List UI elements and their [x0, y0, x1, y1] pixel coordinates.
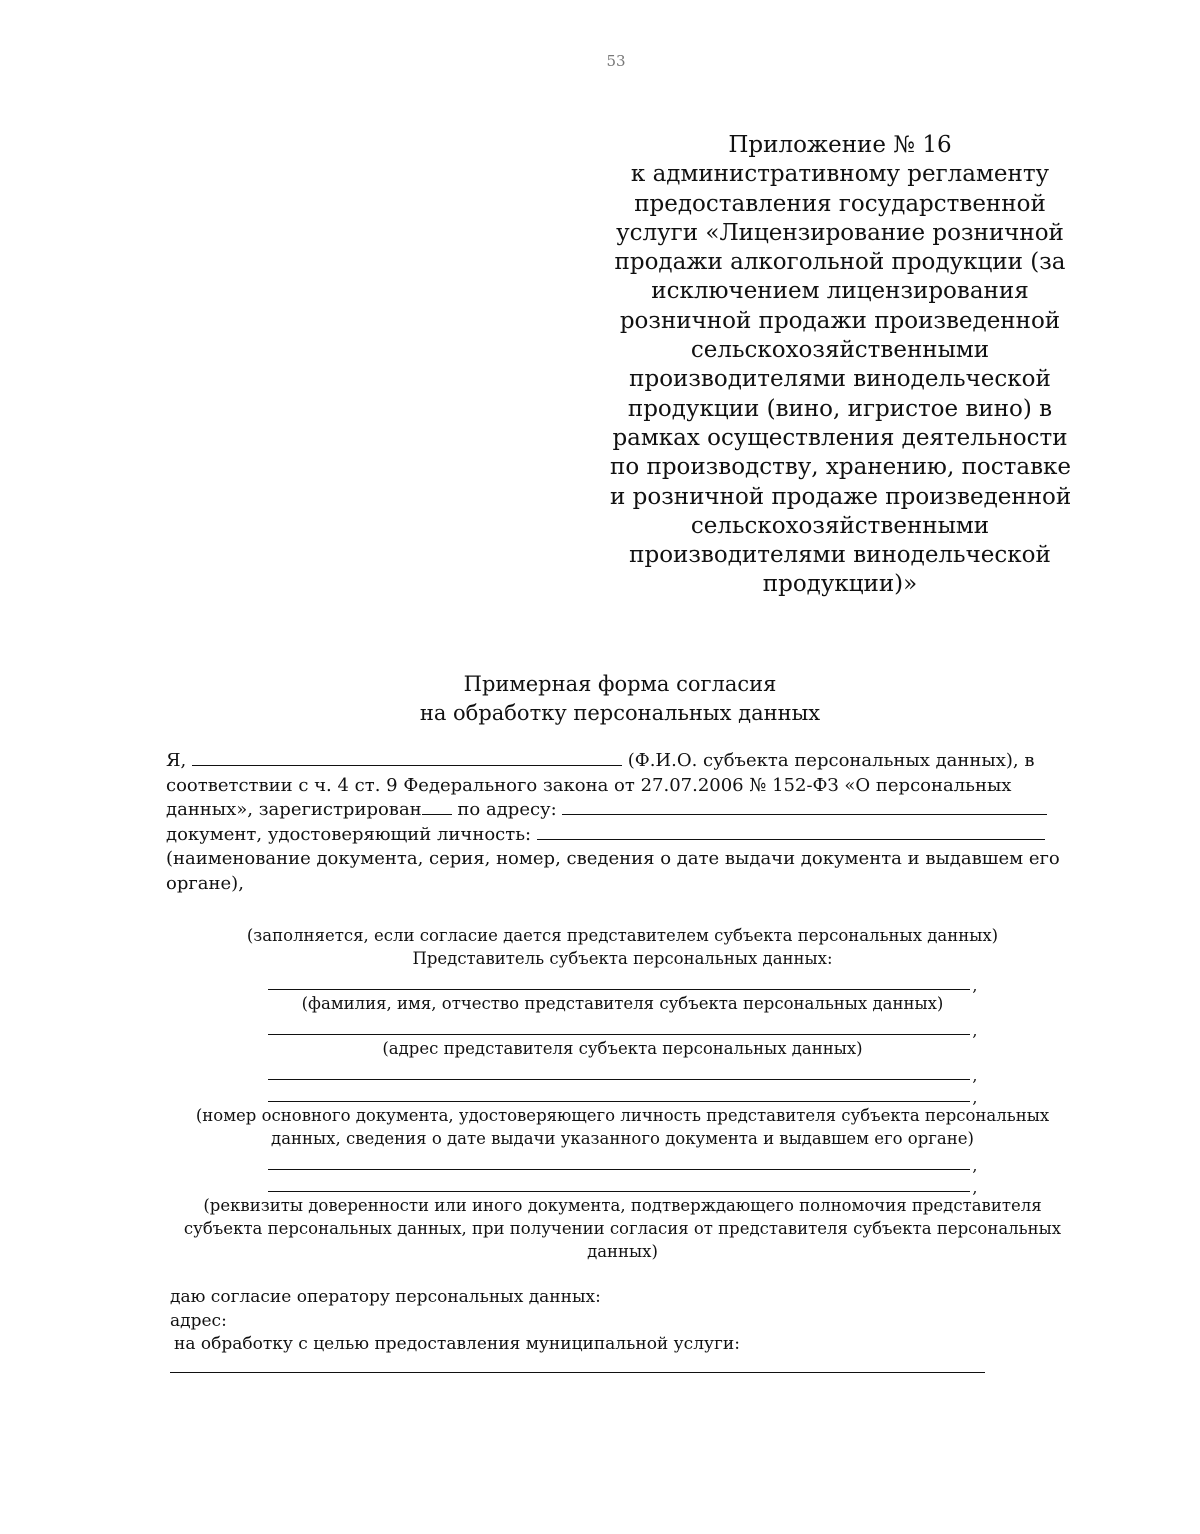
subject-document-field[interactable] [537, 838, 1045, 840]
law-reference: соответствии с ч. 4 ст. 9 Федерального закона от 27.07.2006 № 152-ФЗ «О персональных [166, 774, 1012, 796]
appendix-line: исключением лицензирования [651, 278, 1029, 305]
representative-document-field[interactable] [268, 1082, 978, 1107]
representative-heading: Представитель субъекта персональных данных: [412, 949, 833, 968]
appendix-line: сельскохозяйственными [690, 512, 990, 539]
representative-document-caption: (номер основного документа, удостоверяющего личность представителя субъекта персональных [195, 1106, 1050, 1125]
appendix-line: предоставления государственной [634, 190, 1046, 217]
appendix-line: услуги «Лицензирование розничной [616, 219, 1064, 246]
appendix-line: производителями винодельческой [629, 366, 1051, 393]
form-title-line-2: на обработку персональных данных [419, 701, 821, 725]
appendix-line: Приложение № 16 [728, 132, 952, 158]
consent-address: адрес: [170, 1310, 227, 1331]
document-caption: (наименование документа, серия, номер, сведения о дате выдачи документа и выдавшем его [166, 848, 1060, 869]
representative-authority-caption: субъекта персональных данных, при получении согласия от представителя субъекта персональных [183, 1219, 1062, 1238]
appendix-line: к административному регламенту [630, 161, 1050, 188]
line-comma: , [972, 1066, 978, 1085]
representative-fio-caption: (фамилия, имя, отчество представителя субъекта персональных данных) [301, 994, 944, 1013]
appendix-line: продажи алкогольной продукции (за [614, 249, 1066, 276]
consent-operator: даю согласие оператору персональных данных: [170, 1287, 601, 1307]
subject-fio-row [166, 749, 1071, 774]
representative-address-field[interactable] [268, 1015, 978, 1040]
registered-label: данных», зарегистрирован [166, 799, 422, 820]
representative-fio-field[interactable] [268, 970, 978, 995]
line-comma: , [972, 1088, 978, 1107]
subject-fio-caption: (Ф.И.О. субъекта персональных данных), в [627, 750, 1035, 771]
appendix-line: сельскохозяйственными [690, 337, 990, 364]
appendix-line: розничной продажи произведенной [619, 307, 1061, 334]
consent-purpose: на обработку с целью предоставления муниципальной услуги: [174, 1334, 740, 1354]
subject-address-field[interactable] [562, 813, 1047, 815]
representative-section [170, 924, 1075, 1263]
document-label: документ, удостоверяющий личность: [166, 823, 532, 845]
appendix-header [610, 131, 1070, 600]
appendix-line: по производству, хранению, поставке [610, 454, 1072, 481]
subject-section [166, 749, 1071, 896]
line-comma: , [972, 976, 978, 995]
form-title-line-1: Примерная форма согласия [463, 672, 777, 696]
address-label: по адресу: [457, 799, 557, 820]
representative-document-caption: данных, сведения о дате выдачи указанного документа и выдавшем его органе) [271, 1129, 974, 1148]
appendix-line: продукции (вино, игристое вино) в [627, 395, 1053, 422]
subject-fio-field[interactable] [192, 764, 622, 766]
appendix-line: продукции)» [762, 571, 918, 598]
consent-section [170, 1286, 990, 1357]
representative-authority-field[interactable] [268, 1172, 978, 1197]
line-comma: , [972, 1178, 978, 1197]
representative-address-caption: (адрес представителя субъекта персональных данных) [382, 1039, 863, 1058]
document-row [166, 823, 1071, 848]
registered-ending-field[interactable] [422, 813, 452, 815]
page-number: 53 [606, 52, 626, 70]
representative-note: (заполняется, если согласие дается представителем субъекта персональных данных) [246, 926, 999, 945]
representative-authority-caption: данных) [587, 1242, 658, 1261]
appendix-line: и розничной продаже произведенной [610, 483, 1072, 510]
form-title [320, 670, 920, 728]
subject-prefix: Я, [166, 750, 187, 771]
representative-authority-field[interactable] [268, 1150, 978, 1175]
line-comma: , [972, 1021, 978, 1040]
representative-authority-caption: (реквизиты доверенности или иного документа, подтверждающего полномочия представителя [203, 1196, 1042, 1215]
representative-document-field[interactable] [268, 1060, 978, 1085]
line-comma: , [972, 1156, 978, 1175]
document-caption: органе), [166, 872, 244, 894]
registration-row [166, 798, 1071, 823]
consent-purpose-field[interactable] [170, 1372, 985, 1373]
appendix-line: рамках осуществления деятельности [612, 424, 1068, 451]
appendix-line: производителями винодельческой [629, 542, 1051, 569]
